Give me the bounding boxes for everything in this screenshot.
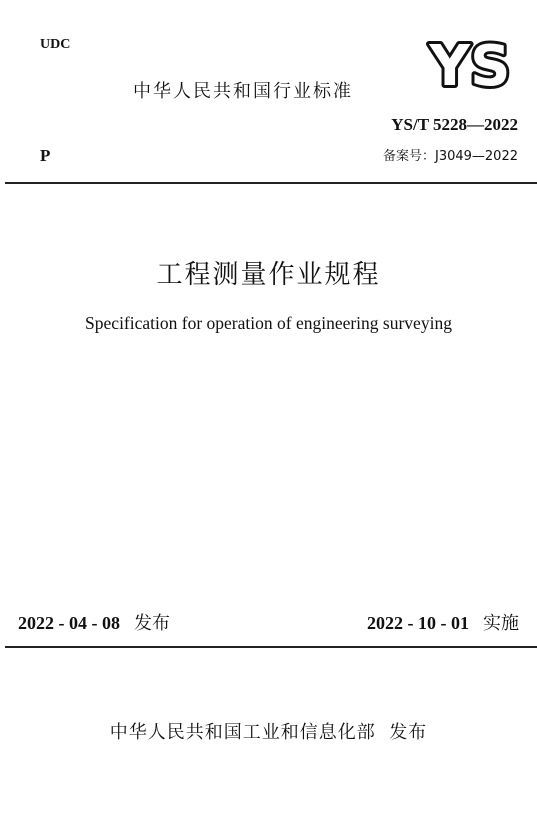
ys-logo <box>420 35 520 91</box>
implement-block <box>367 609 519 635</box>
title-chinese: 工程测量作业规程 <box>156 260 381 289</box>
publish-label: 发布 <box>134 613 170 634</box>
implement-label: 实施 <box>483 613 519 634</box>
standard-code: YS/T 5228—2022 <box>391 115 518 134</box>
title-english: Specification for operation of engineering surveying <box>85 313 452 333</box>
bottom-divider <box>5 646 537 648</box>
top-divider <box>5 182 537 184</box>
record-number: 备案号：J3049—2022 <box>382 149 518 164</box>
udc-label: UDC <box>40 37 71 52</box>
publish-block <box>18 609 170 635</box>
classification-letter: P <box>40 146 51 165</box>
issuer: 中华人民共和国工业和信息化部 发布 <box>109 722 428 743</box>
date-row <box>18 609 519 633</box>
industry-standard-label: 中华人民共和国行业标准 <box>133 81 353 102</box>
implement-date: 2022 - 10 - 01 <box>367 613 469 633</box>
logo-text: YS <box>429 35 511 91</box>
publish-date: 2022 - 04 - 08 <box>18 613 120 633</box>
